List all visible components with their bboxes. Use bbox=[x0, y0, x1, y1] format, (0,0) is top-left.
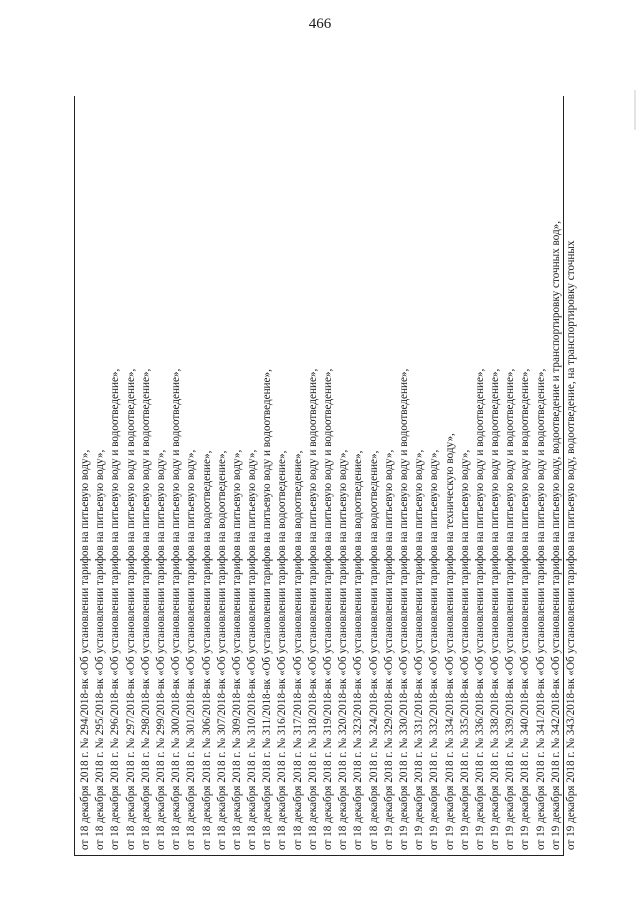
list-item: от 19 декабря 2018 г. № 342/2018-вк «Об установлении тарифов на питьевую воду, водоотведение и транспортировку сточных вод», bbox=[549, 220, 562, 850]
list-item: от 18 декабря 2018 г. № 301/2018-вк «Об установлении тарифов на питьевую воду», bbox=[185, 449, 198, 850]
list-item: от 19 декабря 2018 г. № 338/2018-вк «Об установлении тарифов на питьевую воду и водоотведение», bbox=[489, 368, 502, 850]
list-item: от 19 декабря 2018 г. № 334/2018-вк «Об установлении тарифов на техническую воду», bbox=[443, 433, 456, 850]
list-item: от 18 декабря 2018 г. № 310/2018-вк «Об установлении тарифов на питьевую воду», bbox=[246, 449, 259, 850]
list-item: от 18 декабря 2018 г. № 296/2018-вк «Об установлении тарифов на питьевую воду и водоотведение», bbox=[109, 368, 122, 850]
list-item: от 18 декабря 2018 г. № 319/2018-вк «Об установлении тарифов на питьевую воду и водоотведение», bbox=[322, 368, 334, 850]
list-item: от 18 декабря 2018 г. № 323/2018-вк «Об установлении тарифов на водоотведение», bbox=[352, 450, 365, 850]
list-item: от 18 декабря 2018 г. № 317/2018-вк «Об установлении тарифов на водоотведение», bbox=[291, 450, 304, 850]
page-number: 466 bbox=[308, 16, 332, 32]
list-item: от 19 декабря 2018 г. № 332/2018-вк «Об установлении тарифов на питьевую воду», bbox=[428, 449, 441, 850]
list-item: от 18 декабря 2018 г. № 324/2018-вк «Об установлении тарифов на водоотведение», bbox=[367, 450, 380, 850]
list-item: от 19 декабря 2018 г. № 336/2018-вк «Об установлении тарифов на питьевую воду и водоотведение», bbox=[473, 368, 486, 850]
list-item: от 18 декабря 2018 г. № 297/2018-вк «Об установлении тарифов на питьевую воду и водоотведение», bbox=[124, 368, 137, 850]
list-item: от 18 декабря 2018 г. № 300/2018-вк «Об установлении тарифов на питьевую воду и водоотведение», bbox=[170, 368, 183, 850]
list-item: от 19 декабря 2018 г. № 341/2018-вк «Об установлении тарифов на питьевую воду и водоотведение», bbox=[534, 368, 547, 850]
list-item: от 19 декабря 2018 г. № 330/2018-вк «Об установлении тарифов на питьевую воду и водоотведение», bbox=[397, 368, 410, 850]
list-item: от 19 декабря 2018 г. № 340/2018-вк «Об установлении тарифов на питьевую воду и водоотведение», bbox=[519, 368, 532, 850]
list-item: от 18 декабря 2018 г. № 307/2018-вк «Об установлении тарифов на водоотведение», bbox=[215, 450, 228, 850]
list-item: от 19 декабря 2018 г. № 329/2018-вк «Об установлении тарифов на питьевую воду», bbox=[382, 449, 395, 850]
list-item: от 18 декабря 2018 г. № 316/2018-вк «Об установлении тарифов на водоотведение», bbox=[276, 450, 289, 850]
list-item: от 19 декабря 2018 г. № 343/2018-вк «Об установлении тарифов на питьевую воду, водоотведение, на транспортировку сточных bbox=[565, 240, 578, 850]
list-item: от 18 декабря 2018 г. № 294/2018-вк «Об установлении тарифов на питьевую воду», bbox=[79, 449, 91, 850]
document-body-rotated bbox=[74, 96, 586, 856]
list-item: от 18 декабря 2018 г. № 298/2018-вк «Об установлении тарифов на питьевую воду и водоотведение», bbox=[139, 368, 152, 850]
list-item: от 18 декабря 2018 г. № 311/2018-вк «Об установлении тарифов на питьевую воду и водоотведение», bbox=[261, 369, 274, 850]
list-item: от 19 декабря 2018 г. № 331/2018-вк «Об установлении тарифов на питьевую воду», bbox=[413, 449, 426, 850]
scan-artifact bbox=[634, 90, 636, 130]
list-item: от 18 декабря 2018 г. № 295/2018-вк «Об установлении тарифов на питьевую воду», bbox=[94, 449, 107, 850]
list-item: от 18 декабря 2018 г. № 320/2018-вк «Об установлении тарифов на питьевую воду», bbox=[337, 449, 350, 850]
list-item: от 18 декабря 2018 г. № 299/2018-вк «Об установлении тарифов на питьевую воду», bbox=[154, 449, 167, 850]
list-item: от 18 декабря 2018 г. № 318/2018-вк «Об установлении тарифов на питьевую воду и водоотведение», bbox=[306, 368, 319, 850]
list-item: от 18 декабря 2018 г. № 306/2018-вк «Об установлении тарифов на водоотведение», bbox=[200, 450, 213, 850]
resolution-list bbox=[78, 100, 579, 850]
list-item: от 19 декабря 2018 г. № 339/2018-вк «Об установлении тарифов на питьевую воду и водоотведение», bbox=[504, 368, 517, 850]
list-item: от 18 декабря 2018 г. № 309/2018-вк «Об установлении тарифов на питьевую воду», bbox=[230, 449, 243, 850]
list-item: от 19 декабря 2018 г. № 335/2018-вк «Об установлении тарифов на питьевую воду», bbox=[458, 449, 471, 850]
